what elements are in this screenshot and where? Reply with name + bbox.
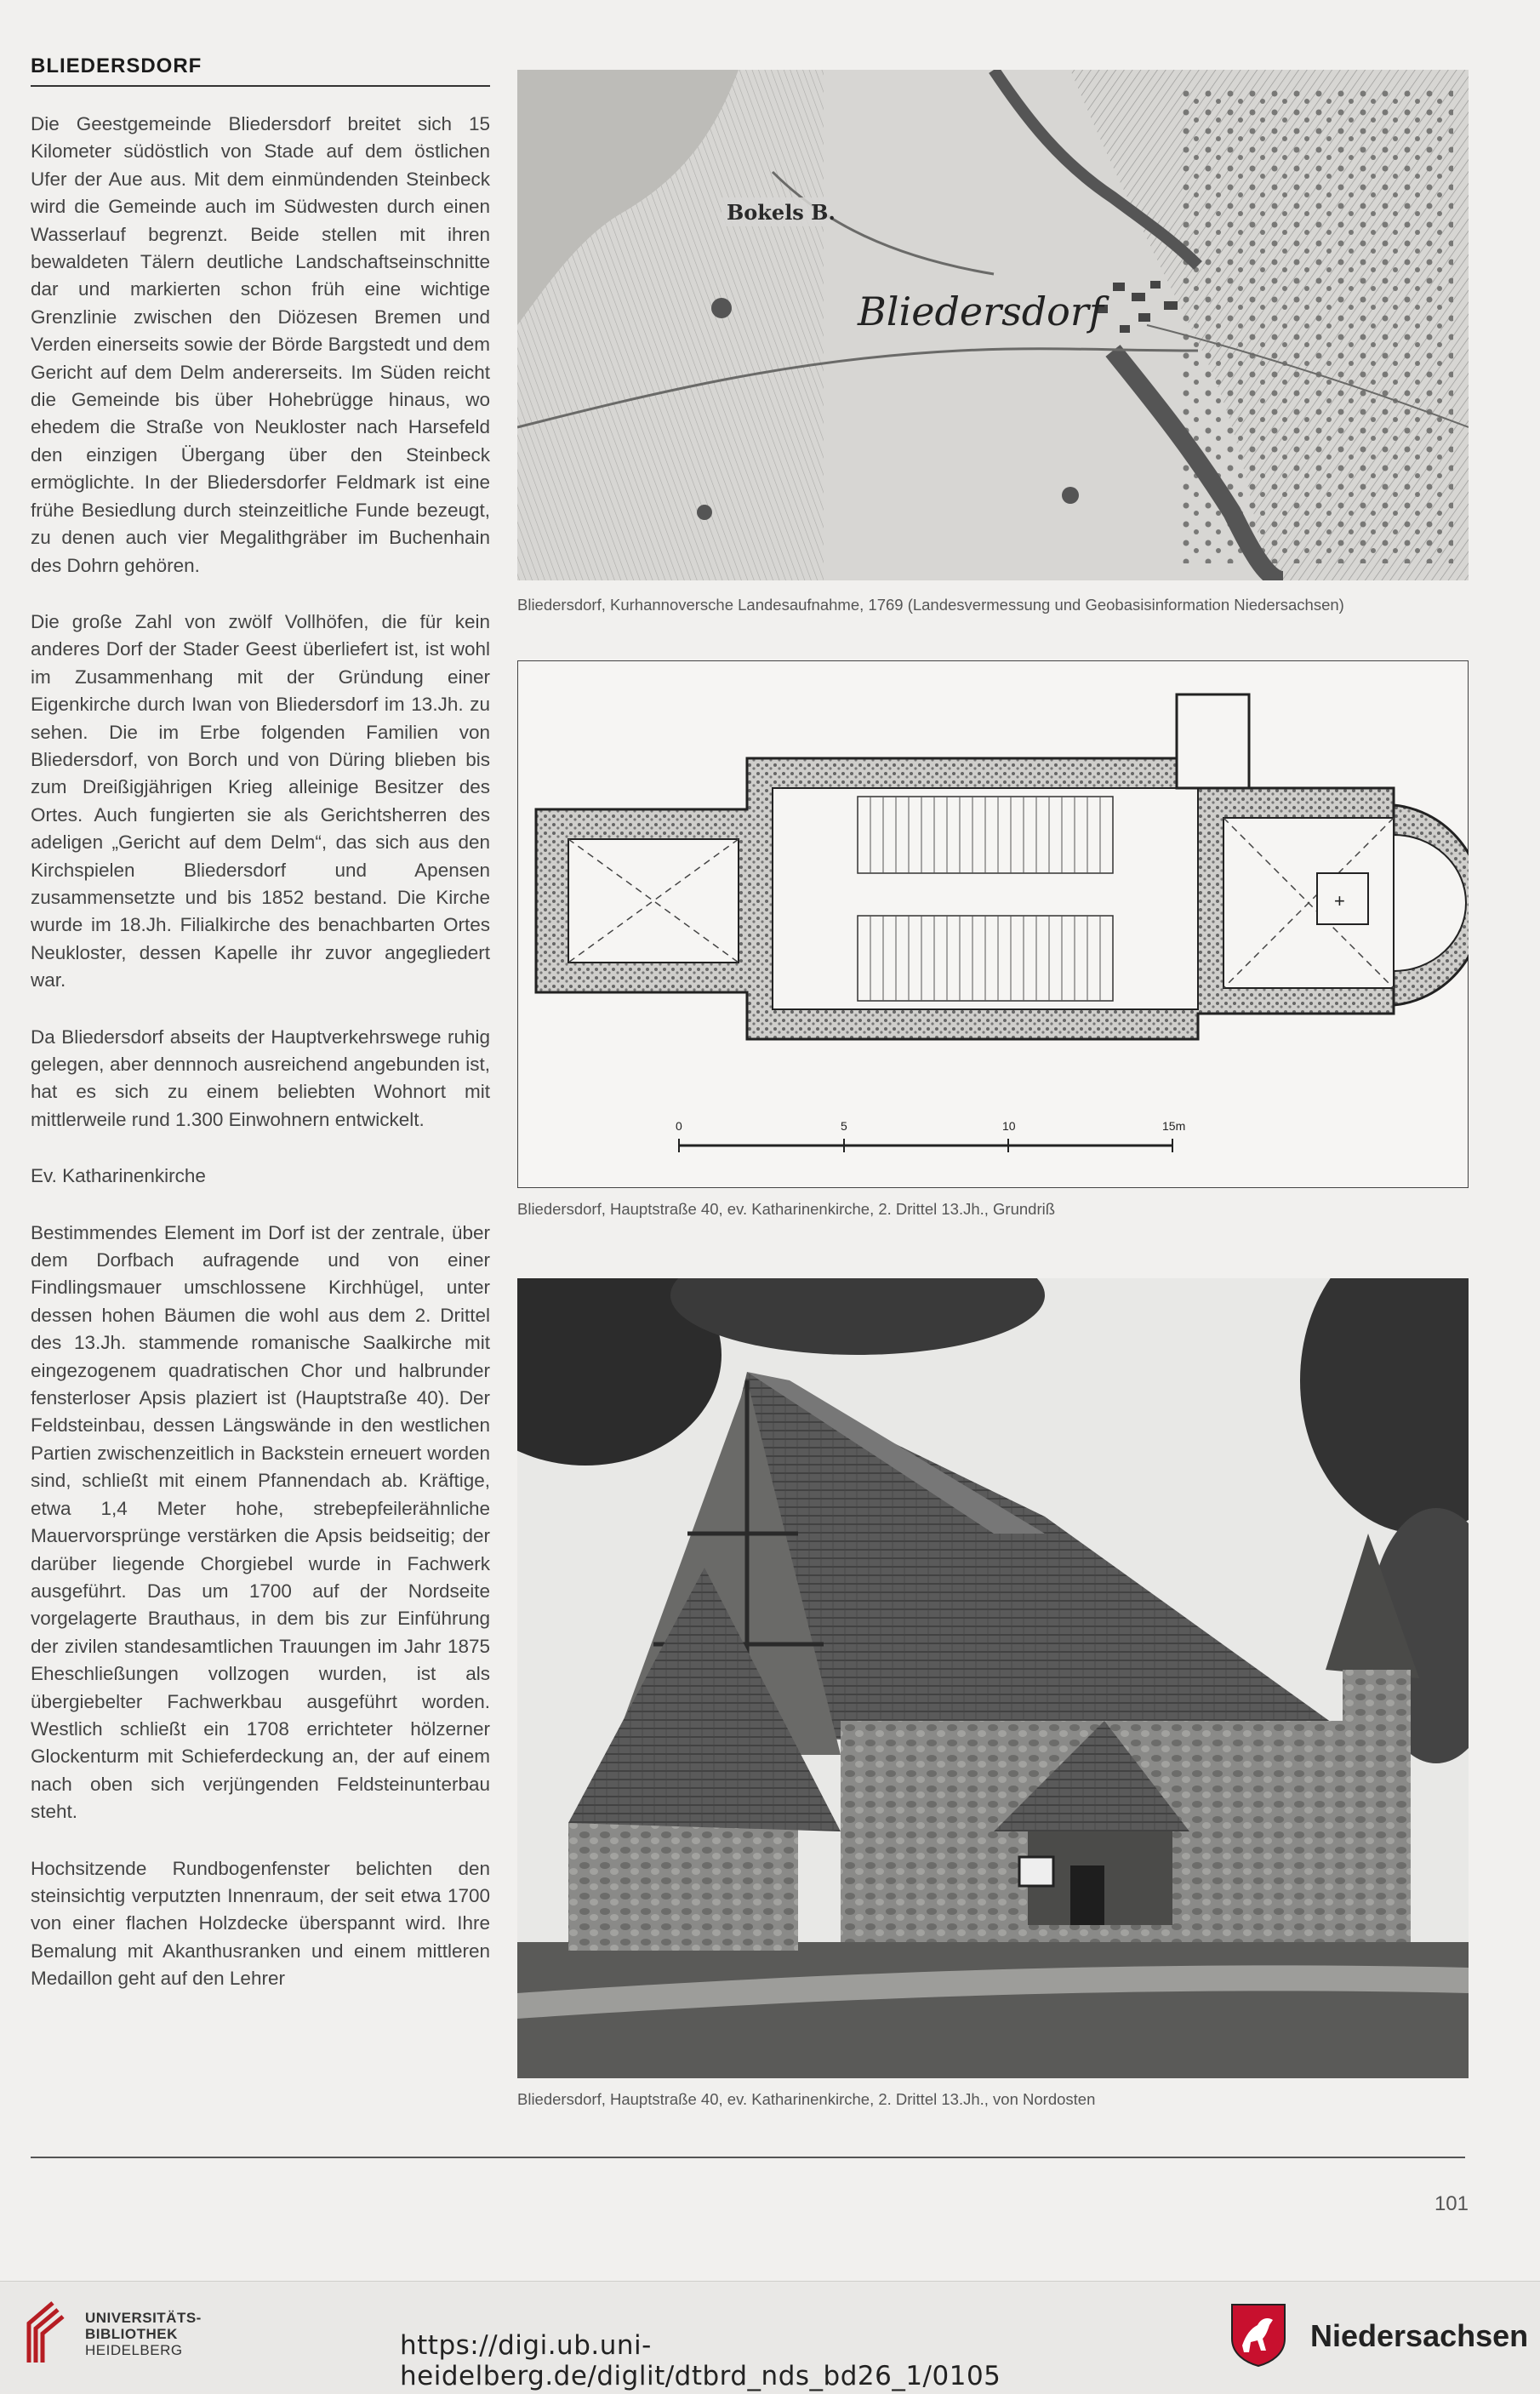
library-line-3: HEIDELBERG <box>85 2342 183 2358</box>
footer-rule <box>31 2157 1465 2158</box>
paragraph-3: Da Bliedersdorf abseits der Hauptverkehrswege ruhig gelegen, aber dennnoch ausreichend angebunden ist, hat es sich zu einem beliebten Wohnort mit mittlerweile rund 1.300 Einwohnern entwickelt. <box>31 1026 490 1130</box>
page-number: 101 <box>1434 2192 1469 2215</box>
niedersachsen-label: Niedersachsen <box>1310 2318 1529 2353</box>
text-column <box>31 111 490 1993</box>
university-library-logo[interactable] <box>19 2298 71 2366</box>
map-caption: Bliedersdorf, Kurhannoversche Landesaufnahme, 1769 (Landesvermessung und Geobasisinformation Niedersachsen) <box>517 596 1344 614</box>
paragraph-1: Die Geestgemeinde Bliedersdorf breitet sich 15 Kilometer südöstlich von Stade auf dem östlichen Ufer der Aue aus. Mit dem einmündenden Steinbeck wird die Gemeinde auch im Südwesten durch einen Wasserlauf begrenzt. Beide stellen mit ihren bewaldeten Tälern deutliche Landschaftseinschnitte dar und markierten schon früh eine wichtige Grenzlinie zwischen den Diözesen Bremen und Verden einerseits sowie der Börde Bargstedt und dem Gericht auf dem Delm andererseits. Im Süden reicht die Gemeinde bis über Hohebrügge hinaus, wo ehedem die Straße von Neukloster nach Harsefeld den einzigen Übergang über den Steinbeck ermöglichte. In der Bliedersdorfer Feldmark ist eine frühe Besiedlung durch steinzeitliche Funde bezeugt, zu denen auch vier Megalithgräber im Buchenhain des Dohrn gehören. <box>31 113 490 576</box>
library-line-1: UNIVERSITÄTS- <box>85 2310 202 2326</box>
page-heading: BLIEDERSDORF <box>31 54 202 77</box>
section-subheading: Ev. Katharinenkirche <box>31 1165 206 1187</box>
university-library-name <box>85 2310 202 2358</box>
map-label-village: Bliedersdorf <box>858 289 1104 334</box>
library-line-2: BIBLIOTHEK <box>85 2326 178 2342</box>
svg-text:+: + <box>1334 890 1345 911</box>
photo-caption: Bliedersdorf, Hauptstraße 40, ev. Katharinenkirche, 2. Drittel 13.Jh., von Nordosten <box>517 2090 1096 2108</box>
scale-label-15: 15m <box>1162 1119 1186 1133</box>
document-url-link[interactable]: https://digi.ub.uni-heidelberg.de/diglit/dtbrd_nds_bd26_1/0105 <box>400 2330 1001 2391</box>
historic-map-image <box>517 70 1469 580</box>
church-photo-image <box>517 1278 1469 2078</box>
paragraph-5: Hochsitzende Rundbogenfenster belichten den steinsichtig verputzten Innenraum, der seit etwa 1700 von einer flachen Holzdecke überspannt wird. Ihre Bemalung mit Akanthusranken und einem mittleren Medaillon geht auf den Lehrer <box>31 1857 490 1990</box>
paragraph-2: Die große Zahl von zwölf Vollhöfen, die für kein anderes Dorf der Stader Geest überliefert ist, ist wohl im Zusammenhang mit der Gründung einer Eigenkirche durch Iwan von Bliedersdorf im 13.Jh. zu sehen. Die im Erbe folgenden Familien von Bliedersdorf, von Borch und von Düring blieben bis zum Dreißigjährigen Krieg alleinige Besitzer des Ortes. Auch fungierten sie als Gerichtsherren des adeligen „Gericht auf dem Delm“, das sich aus den Kirchspielen Bliedersdorf und Apensen zusammensetzte und bis 1852 bestand. Die Kirche wurde im 18.Jh. Filialkirche des benachbarten Ortes Neukloster, dessen Kapelle ihr zuvor angegliedert war. <box>31 610 490 991</box>
paragraph-4: Bestimmendes Element im Dorf ist der zentrale, über dem Dorfbach aufragende und von einer Findlingsmauer umschlossene Kirchhügel, unter dessen hohen Bäumen die wohl aus dem 2. Drittel des 13.Jh. stammende romanische Saalkirche mit eingezogenem quadratischen Chor und halbrunder fensterloser Apsis plaziert ist (Hauptstraße 40). Der Feldsteinbau, dessen Längswände in den westlichen Partien zwischenzeitlich in Backstein erneuert worden sind, schließt mit einem Pfannendach ab. Kräftige, etwa 1,4 Meter hohe, strebepfeilerähnliche Mauervorsprünge verstärken die Apsis beidseitig; der darüber liegende Chorgiebel wurde in Fachwerk ausgeführt. Das um 1700 auf der Nordseite vorgelagerte Brauthaus, in dem bis zur Einführung der zivilen standesamtlichen Trauungen im Jahr 1875 Eheschließungen vollzogen wurden, ist als übergiebelter Fachwerkbau ausgeführt worden. Westlich schließt ein 1708 errichteter hölzerner Glockenturm mit Schieferdeckung an, der auf einem nach oben sich verjüngenden Feldsteinunterbau steht. <box>31 1221 490 1823</box>
map-label-bokel: Bokels B. <box>727 200 836 225</box>
scale-label-0: 0 <box>676 1119 682 1133</box>
plan-caption: Bliedersdorf, Hauptstraße 40, ev. Katharinenkirche, 2. Drittel 13.Jh., Grundriß <box>517 1200 1056 1218</box>
scale-label-10: 10 <box>1002 1119 1016 1133</box>
floor-plan-image <box>517 660 1469 1188</box>
heading-rule <box>31 85 490 87</box>
scale-label-5: 5 <box>841 1119 847 1133</box>
niedersachsen-coat-of-arms-icon <box>1229 2301 1288 2368</box>
